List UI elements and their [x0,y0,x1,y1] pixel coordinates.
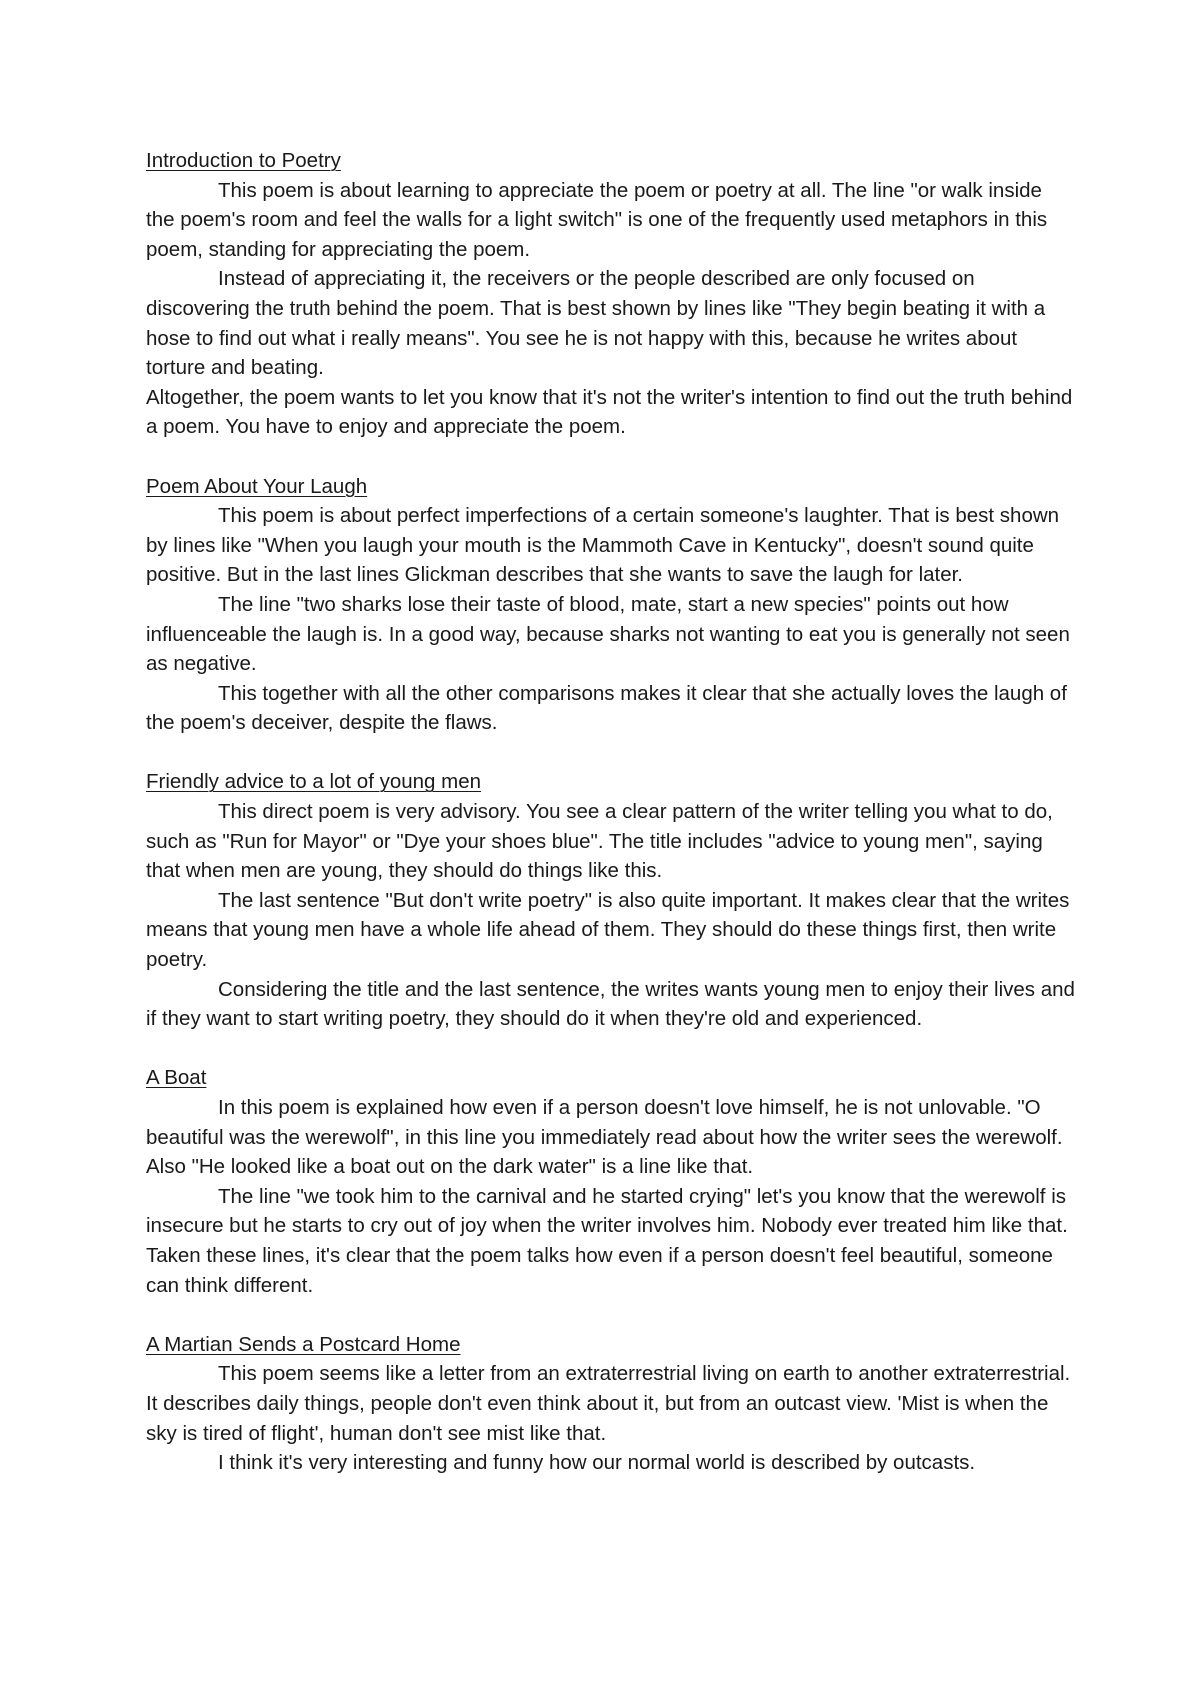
paragraph: The last sentence "But don't write poetry" is also quite important. It makes clear that the writes means that young men have a whole life ahead of them. They should do these things first, then write poetry. [146,888,1070,972]
section-poem-about-your-laugh [146,472,1076,738]
paragraph: I think it's very interesting and funny how our normal world is described by outcasts. [218,1451,976,1475]
section-friendly-advice [146,767,1076,1033]
section-title: Friendly advice to a lot of young men [146,770,482,794]
paragraph: This poem is about perfect imperfections of a certain someone's laughter. That is best shown by lines like "When you laugh your mouth is the Mammoth Cave in Kentucky", doesn't sound quite positive. But in the last lines Glickman describes that she wants to save the laugh for later. [146,504,1060,587]
paragraph: This poem is about learning to appreciate the poem or poetry at all. The line "or walk inside the poem's room and feel the walls for a light switch" is one of the frequently used metaphors in this poem, standing for appreciating the poem. [146,178,1048,261]
section-title: A Martian Sends a Postcard Home [146,1332,461,1356]
paragraph: The line "two sharks lose their taste of blood, mate, start a new species" points out how influenceable the laugh is. In a good way, because sharks not wanting to eat you is generally not seen as negative. [146,592,1070,676]
paragraph: Considering the title and the last sentence, the writes wants young men to enjoy their lives and if they want to start writing poetry, they should do it when they're old and experienced. [146,977,1075,1031]
section-introduction-to-poetry [146,146,1076,442]
paragraph: This together with all the other comparisons makes it clear that she actually loves the laugh of the poem's deceiver, despite the flaws. [146,681,1067,735]
paragraph: In this poem is explained how even if a person doesn't love himself, he is not unlovable. "O beautiful was the werewolf", in this line you immediately read about how the writer sees the werewolf. Also "He looked like a boat out on the dark water" is a line like that. [146,1096,1063,1179]
section-title: Introduction to Poetry [146,149,341,172]
document-page [146,146,1076,1507]
paragraph: This poem seems like a letter from an extraterrestrial living on earth to another extraterrestrial. It describes daily things, people don't even think about it, but from an outcast view. 'Mist is when the sky is tired of flight', human don't see mist like that. [146,1362,1071,1445]
section-a-boat [146,1063,1076,1300]
paragraph: The line "we took him to the carnival and he started crying" let's you know that the werewolf is insecure but he starts to cry out of joy when the writer involves him. Nobody ever treated him like that. [146,1184,1068,1238]
paragraph: This direct poem is very advisory. You see a clear pattern of the writer telling you what to do, such as "Run for Mayor" or "Dye your shoes blue". The title includes "advice to young men", saying that when men are young, they should do things like this. [146,800,1053,883]
section-a-martian-sends-a-postcard-home [146,1330,1076,1478]
section-title: A Boat [146,1066,207,1090]
paragraph: Altogether, the poem wants to let you know that it's not the writer's intention to find out the truth behind a poem. You have to enjoy and appreciate the poem. [146,385,1073,439]
paragraph: Taken these lines, it's clear that the poem talks how even if a person doesn't feel beautiful, someone can think different. [146,1243,1053,1297]
paragraph: Instead of appreciating it, the receivers or the people described are only focused on discovering the truth behind the poem. That is best shown by lines like "They begin beating it with a hose to find out what i really means". You see he is not happy with this, because he writes about torture and beating. [146,267,1046,380]
section-title: Poem About Your Laugh [146,474,368,498]
